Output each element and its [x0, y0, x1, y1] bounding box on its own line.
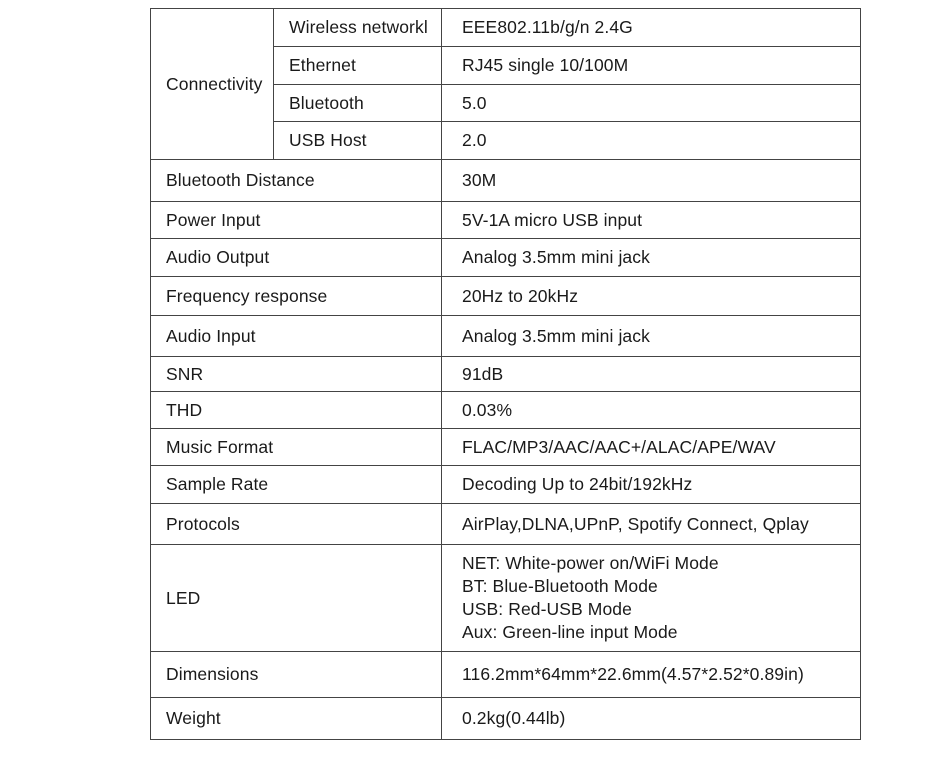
spec-row-thd [151, 392, 861, 429]
led-line-usb: USB: Red-USB Mode [462, 599, 632, 619]
spec-value-frequency-response: 20Hz to 20kHz [442, 277, 861, 316]
spec-value-audio-output: Analog 3.5mm mini jack [442, 239, 861, 277]
led-line-bt: BT: Blue-Bluetooth Mode [462, 576, 658, 596]
spec-row-music-format [151, 429, 861, 466]
spec-row-protocols [151, 504, 861, 545]
spec-row-wireless [151, 9, 861, 47]
spec-row-led [151, 545, 861, 652]
spec-name-audio-input: Audio Input [151, 316, 442, 357]
spec-name-bluetooth-distance: Bluetooth Distance [151, 160, 442, 202]
spec-name-usb-host: USB Host [274, 122, 442, 160]
spec-value-wireless: EEE802.11b/g/n 2.4G [442, 9, 861, 47]
spec-value-protocols: AirPlay,DLNA,UPnP, Spotify Connect, Qplay [442, 504, 861, 545]
spec-name-wireless: Wireless networkl [274, 9, 442, 47]
spec-value-dimensions: 116.2mm*64mm*22.6mm(4.57*2.52*0.89in) [442, 652, 861, 698]
spec-value-ethernet: RJ45 single 10/100M [442, 47, 861, 85]
spec-value-bluetooth: 5.0 [442, 85, 861, 122]
spec-value-audio-input: Analog 3.5mm mini jack [442, 316, 861, 357]
spec-row-audio-output [151, 239, 861, 277]
spec-name-ethernet: Ethernet [274, 47, 442, 85]
spec-value-led [442, 545, 861, 652]
spec-row-frequency-response [151, 277, 861, 316]
spec-name-weight: Weight [151, 698, 442, 740]
spec-name-snr: SNR [151, 357, 442, 392]
spec-row-audio-input [151, 316, 861, 357]
spec-name-dimensions: Dimensions [151, 652, 442, 698]
led-line-aux: Aux: Green-line input Mode [462, 622, 678, 642]
spec-value-thd: 0.03% [442, 392, 861, 429]
spec-name-audio-output: Audio Output [151, 239, 442, 277]
spec-name-music-format: Music Format [151, 429, 442, 466]
spec-row-snr [151, 357, 861, 392]
spec-name-sample-rate: Sample Rate [151, 466, 442, 504]
spec-value-power-input: 5V-1A micro USB input [442, 202, 861, 239]
spec-name-bluetooth: Bluetooth [274, 85, 442, 122]
spec-row-weight [151, 698, 861, 740]
spec-value-music-format: FLAC/MP3/AAC/AAC+/ALAC/APE/WAV [442, 429, 861, 466]
spec-row-bluetooth-distance [151, 160, 861, 202]
spec-name-frequency-response: Frequency response [151, 277, 442, 316]
spec-name-protocols: Protocols [151, 504, 442, 545]
spec-value-weight: 0.2kg(0.44lb) [442, 698, 861, 740]
spec-name-power-input: Power Input [151, 202, 442, 239]
spec-value-bluetooth-distance: 30M [442, 160, 861, 202]
spec-value-usb-host: 2.0 [442, 122, 861, 160]
spec-name-thd: THD [151, 392, 442, 429]
spec-table [150, 8, 861, 740]
connectivity-label: Connectivity [151, 9, 274, 160]
spec-name-led: LED [151, 545, 442, 652]
spec-value-snr: 91dB [442, 357, 861, 392]
spec-value-sample-rate: Decoding Up to 24bit/192kHz [442, 466, 861, 504]
led-line-net: NET: White-power on/WiFi Mode [462, 553, 719, 573]
spec-row-power-input [151, 202, 861, 239]
spec-row-dimensions [151, 652, 861, 698]
spec-row-sample-rate [151, 466, 861, 504]
